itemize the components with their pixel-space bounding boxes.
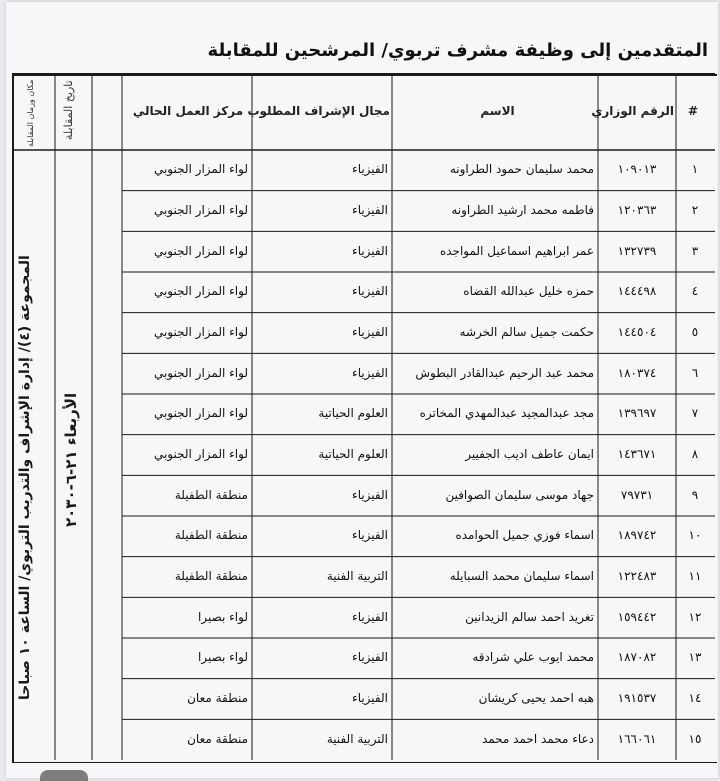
row-supervision-field: الفيزياء xyxy=(352,325,388,339)
row-supervision-field: الفيزياء xyxy=(352,487,388,502)
row-work-center: لواء المزار الجنوبي xyxy=(153,406,248,421)
row-work-center: لواء المزار الجنوبي xyxy=(153,447,248,461)
row-name: حمزه خليل عبدالله القضاه xyxy=(463,284,594,299)
row-serial: ٨ xyxy=(691,447,699,461)
row-supervision-field: العلوم الحياتية xyxy=(318,447,388,461)
row-ministry-number: ١٢٠٣٦٣ xyxy=(617,203,657,217)
row-name: محمد سليمان حمود الطراونه xyxy=(449,162,594,177)
row-work-center: لواء المزار الجنوبي xyxy=(153,365,248,380)
row-supervision-field: الفيزياء xyxy=(352,609,388,624)
header-ministry-number: الرقم الوزاري xyxy=(591,104,674,118)
row-serial: ١٤ xyxy=(688,691,702,705)
row-supervision-field: الفيزياء xyxy=(352,691,388,705)
row-name: اسماء سليمان محمد السبايله xyxy=(449,569,594,583)
row-ministry-number: ١٢٢٤٨٣ xyxy=(617,569,657,583)
row-supervision-field: الفيزياء xyxy=(352,243,388,258)
row-work-center: منطقة الطفيلة xyxy=(174,569,248,583)
row-work-center: لواء بصيرا xyxy=(198,650,248,665)
row-serial: ١٣ xyxy=(688,650,702,665)
row-work-center: لواء المزار الجنوبي xyxy=(153,162,248,177)
row-ministry-number: ١٨٧٠٨٢ xyxy=(617,650,657,665)
row-supervision-field: الفيزياء xyxy=(352,650,388,665)
row-supervision-field: الفيزياء xyxy=(352,162,388,177)
row-ministry-number: ١٦٦٠٦١ xyxy=(617,731,657,746)
row-name: حكمت جميل سالم الخرشه xyxy=(459,325,594,339)
row-ministry-number: ١٣٩٦٩٧ xyxy=(617,406,657,421)
row-work-center: لواء المزار الجنوبي xyxy=(153,325,248,339)
row-work-center: لواء المزار الجنوبي xyxy=(153,203,248,217)
row-name: جهاد موسى سليمان الصوافين xyxy=(445,487,594,502)
row-work-center: لواء بصيرا xyxy=(198,609,248,624)
row-ministry-number: ١٤٣٦٧١ xyxy=(617,447,657,461)
row-ministry-number: ٧٩٧٣١ xyxy=(620,487,654,502)
row-ministry-number: ١٥٩٤٤٢ xyxy=(617,609,657,624)
row-ministry-number: ١٨٩٧٤٢ xyxy=(617,528,657,543)
row-supervision-field: الفيزياء xyxy=(352,365,388,380)
row-serial: ٤ xyxy=(691,284,699,299)
row-serial: ٦ xyxy=(691,365,699,380)
row-ministry-number: ١٤٤٤٩٨ xyxy=(617,284,657,299)
row-work-center: منطقة معان xyxy=(187,691,248,705)
row-serial: ١٠ xyxy=(688,528,702,543)
scroll-indicator xyxy=(40,770,88,781)
interview-date-cell: الأربعاء ٢١-٦-٢٠٣٠ xyxy=(62,392,80,528)
header-serial: # xyxy=(687,104,699,118)
row-name: هبه احمد يحيى كريشان xyxy=(478,691,594,705)
row-name: عمر ابراهيم اسماعيل المواجده xyxy=(439,243,594,258)
row-serial: ٩ xyxy=(691,487,699,502)
row-ministry-number: ١٨٠٣٧٤ xyxy=(617,365,657,380)
row-name: تغريد احمد سالم الزيدانين xyxy=(465,609,594,624)
row-supervision-field: العلوم الحياتية xyxy=(318,406,388,421)
row-name: ايمان عاطف اديب الجفيير xyxy=(465,447,594,461)
row-supervision-field: الفيزياء xyxy=(352,284,388,299)
row-serial: ١٥ xyxy=(688,731,702,746)
row-serial: ١١ xyxy=(688,569,702,583)
row-name: محمد ايوب علي شرادقه xyxy=(472,650,594,665)
document-title: المتقدمين إلى وظيفة مشرف تربوي/ المرشحين للمقابلة xyxy=(207,40,708,61)
row-serial: ٢ xyxy=(691,203,699,217)
header-name: الاسم xyxy=(480,104,515,118)
row-serial: ٣ xyxy=(691,243,699,258)
row-ministry-number: ١٠٩٠١٣ xyxy=(617,162,657,177)
row-serial: ١٢ xyxy=(688,609,702,624)
row-work-center: لواء المزار الجنوبي xyxy=(153,243,248,258)
header-interview-date: تاريخ المقابلة xyxy=(62,80,75,140)
header-supervision-field: مجال الإشراف المطلوب xyxy=(247,104,390,118)
header-interview-time-place: مكان وزمان المقابلة xyxy=(26,80,35,148)
row-name: اسماء فوزي جميل الحوامده xyxy=(455,528,594,543)
interview-group-cell: المجموعة (٤)/ إدارة الإشراف والتدريب التربوي/ الساعة ١٠ صباحا xyxy=(17,255,33,700)
header-current-work-center: مركز العمل الحالي xyxy=(132,104,244,118)
row-serial: ١ xyxy=(691,162,699,177)
row-name: مجد عبدالمجيد عبدالمهدي المخاتره xyxy=(419,406,594,421)
row-supervision-field: التربية الفنية xyxy=(326,731,388,746)
row-work-center: منطقة معان xyxy=(187,731,248,746)
row-name: دعاء محمد احمد محمد xyxy=(481,731,594,746)
row-supervision-field: الفيزياء xyxy=(352,528,388,543)
row-name: فاطمه محمد ارشيد الطراونه xyxy=(451,203,594,217)
row-work-center: منطقة الطفيلة xyxy=(174,528,248,543)
row-work-center: لواء المزار الجنوبي xyxy=(153,284,248,299)
row-name: محمد عبد الرحيم عبدالقادر البطوش xyxy=(415,365,594,380)
row-work-center: منطقة الطفيلة xyxy=(174,487,248,502)
row-ministry-number: ١٣٢٧٣٩ xyxy=(617,243,657,258)
row-supervision-field: الفيزياء xyxy=(352,203,388,217)
row-ministry-number: ١٤٤٥٠٤ xyxy=(617,325,657,339)
row-serial: ٧ xyxy=(691,406,699,421)
row-supervision-field: التربية الفنية xyxy=(326,569,388,583)
row-serial: ٥ xyxy=(691,325,699,339)
row-ministry-number: ١٩١٥٣٧ xyxy=(617,691,657,705)
